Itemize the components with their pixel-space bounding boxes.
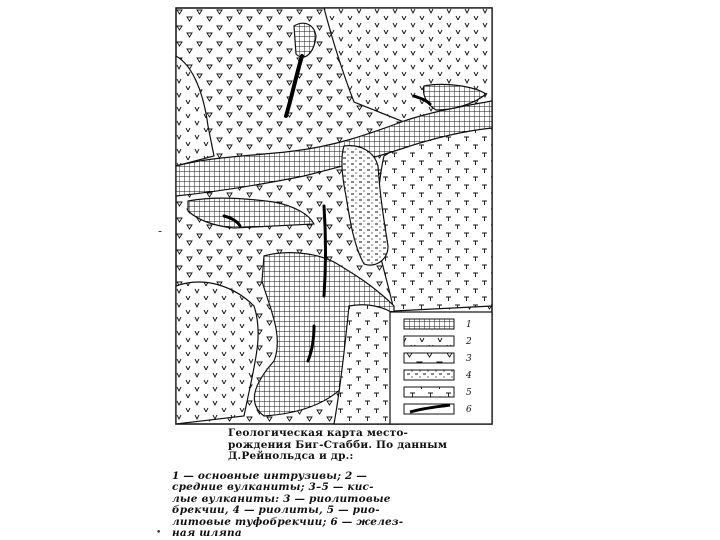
legend: [390, 312, 492, 424]
legend-label-1: 1: [466, 320, 472, 330]
margin-mark-bottom: •: [156, 528, 162, 538]
caption-body-line: литовые туфобрекчии; 6 — желез-: [172, 515, 404, 528]
legend-label-5: 5: [466, 388, 472, 398]
geological-map: [174, 6, 494, 426]
caption-body-line: брекчии, 4 — риолиты, 5 — рио-: [172, 504, 380, 516]
caption-legend-text: [172, 471, 490, 540]
legend-label-3: 3: [466, 354, 472, 364]
caption-body-line: лые вулканиты: 3 — риолитовые: [172, 492, 391, 505]
legend-swatch-2: [404, 336, 454, 346]
caption-title-line: Геологическая карта место-: [228, 427, 409, 439]
legend-label-6: 6: [466, 405, 472, 415]
caption-body-line: средние вулканиты; 3–5 — кис-: [172, 481, 374, 493]
legend-label-4: 4: [466, 371, 472, 381]
caption-title-line: рождения Биг-Стабби. По данным: [228, 438, 448, 451]
legend-swatch-5: [404, 387, 454, 397]
unit-intermediate-volcanics-sw: [176, 282, 258, 424]
caption-body-line: ная шляпа: [172, 527, 242, 539]
legend-label-2: 2: [466, 337, 472, 347]
legend-swatch-1: [404, 319, 454, 329]
geological-map-figure: [174, 6, 494, 426]
caption-title-line: Д.Рейнольдса и др.:: [228, 450, 354, 462]
unit-iron-cap-vein-2: [324, 206, 326, 296]
caption-body-line: 1 — основные интрузивы; 2 —: [172, 469, 368, 482]
caption-title: [172, 428, 490, 463]
figure-caption: [172, 428, 490, 540]
legend-swatch-3: [404, 353, 454, 363]
legend-swatch-4: [404, 370, 454, 380]
margin-mark: -: [158, 224, 163, 238]
